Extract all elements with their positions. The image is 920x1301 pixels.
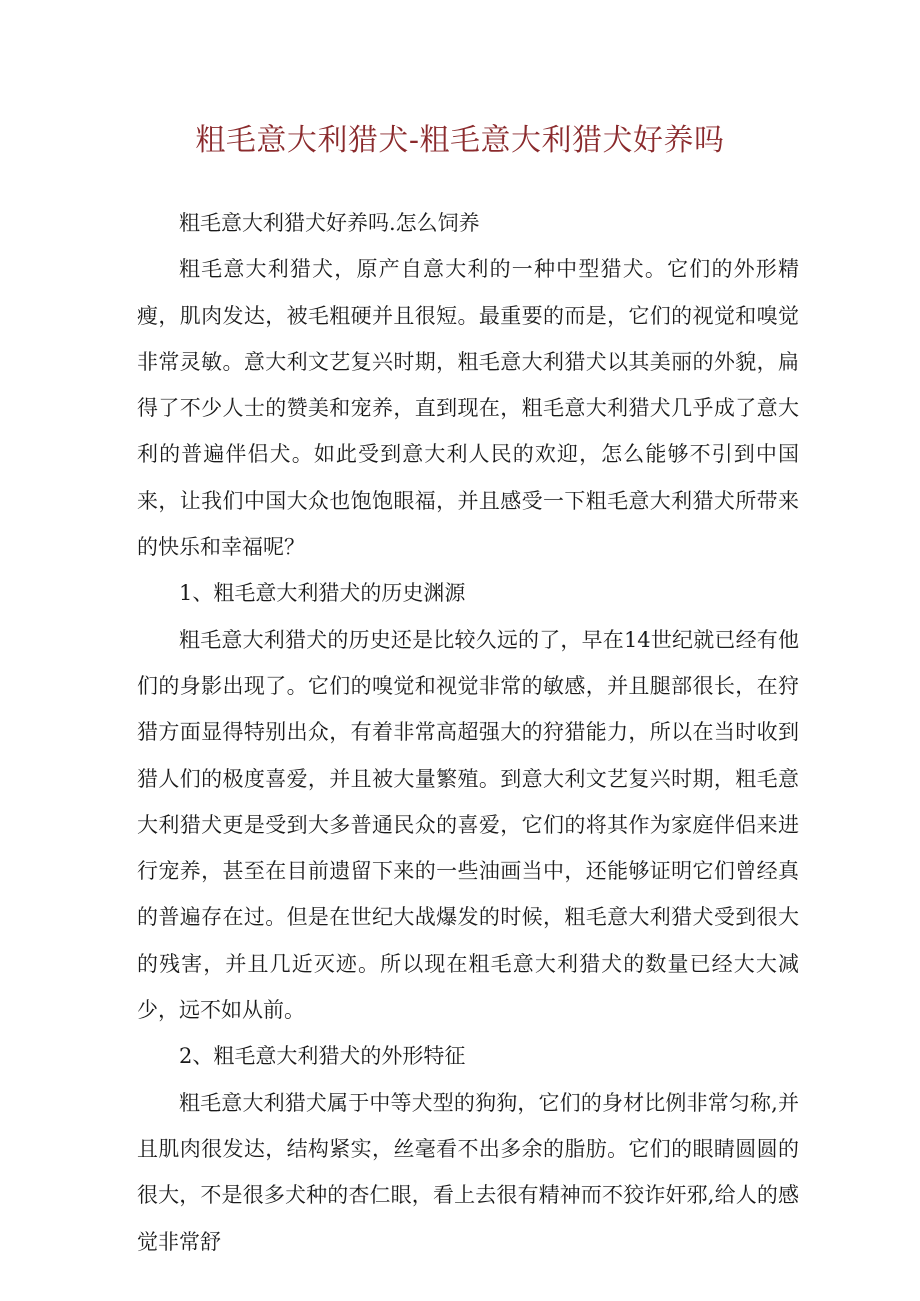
subtitle-paragraph: 粗毛意大利猎犬好养吗.怎么饲养: [179, 211, 480, 235]
document-body: [137, 200, 799, 1265]
section-heading-appearance: 2、粗毛意大利猎犬的外形特征: [179, 1044, 466, 1069]
history-paragraph: 粗毛意大利猎犬的历史还是比较久远的了，早在14世纪就已经有他们的身影出现了。它们的嗅觉和视觉非常的敏感，并且腿部很长，在狩猎方面显得特别出众，有着非常高超强大的狩猎能力，所以在当时收到猎人们的极度喜爱，并且被大量繁殖。到意大利文艺复兴时期，粗毛意大利猎犬更是受到大多普通民众的喜爱，它们的将其作为家庭伴侣来进行宠养，甚至在目前遗留下来的一些油画当中，还能够证明它们曾经真的普遍存在过。但是在世纪大战爆发的时候，粗毛意大利猎犬受到很大的残害，并且几近灭迹。所以现在粗毛意大利猎犬的数量已经大大减少，远不如从前。: [137, 627, 799, 1023]
appearance-paragraph: 粗毛意大利猎犬属于中等犬型的狗狗，它们的身材比例非常匀称,并且肌肉很发达，结构紧实，丝毫看不出多余的脂肪。它们的眼睛圆圆的很大，不是很多犬种的杏仁眼，看上去很有精神而不狡诈奸邪,给人的感觉非常舒: [137, 1090, 799, 1254]
intro-paragraph: 粗毛意大利猎犬，原产自意大利的一种中型猎犬。它们的外形精瘦，肌肉发达，被毛粗硬并且很短。最重要的而是，它们的视觉和嗅觉非常灵敏。意大利文艺复兴时期，粗毛意大利猎犬以其美丽的外貌，扁得了不少人士的赞美和宠养，直到现在，粗毛意大利猎犬几乎成了意大利的普遍伴侣犬。如此受到意大利人民的欢迎，怎么能够不引到中国来，让我们中国大众也饱饱眼福，并且感受一下粗毛意大利猎犬所带来的快乐和幸福呢？: [137, 257, 799, 560]
document-title: 粗毛意大利猎犬-粗毛意大利猎犬好养吗: [195, 123, 725, 158]
section-heading-history: 1、粗毛意大利猎犬的历史渊源: [179, 581, 466, 606]
